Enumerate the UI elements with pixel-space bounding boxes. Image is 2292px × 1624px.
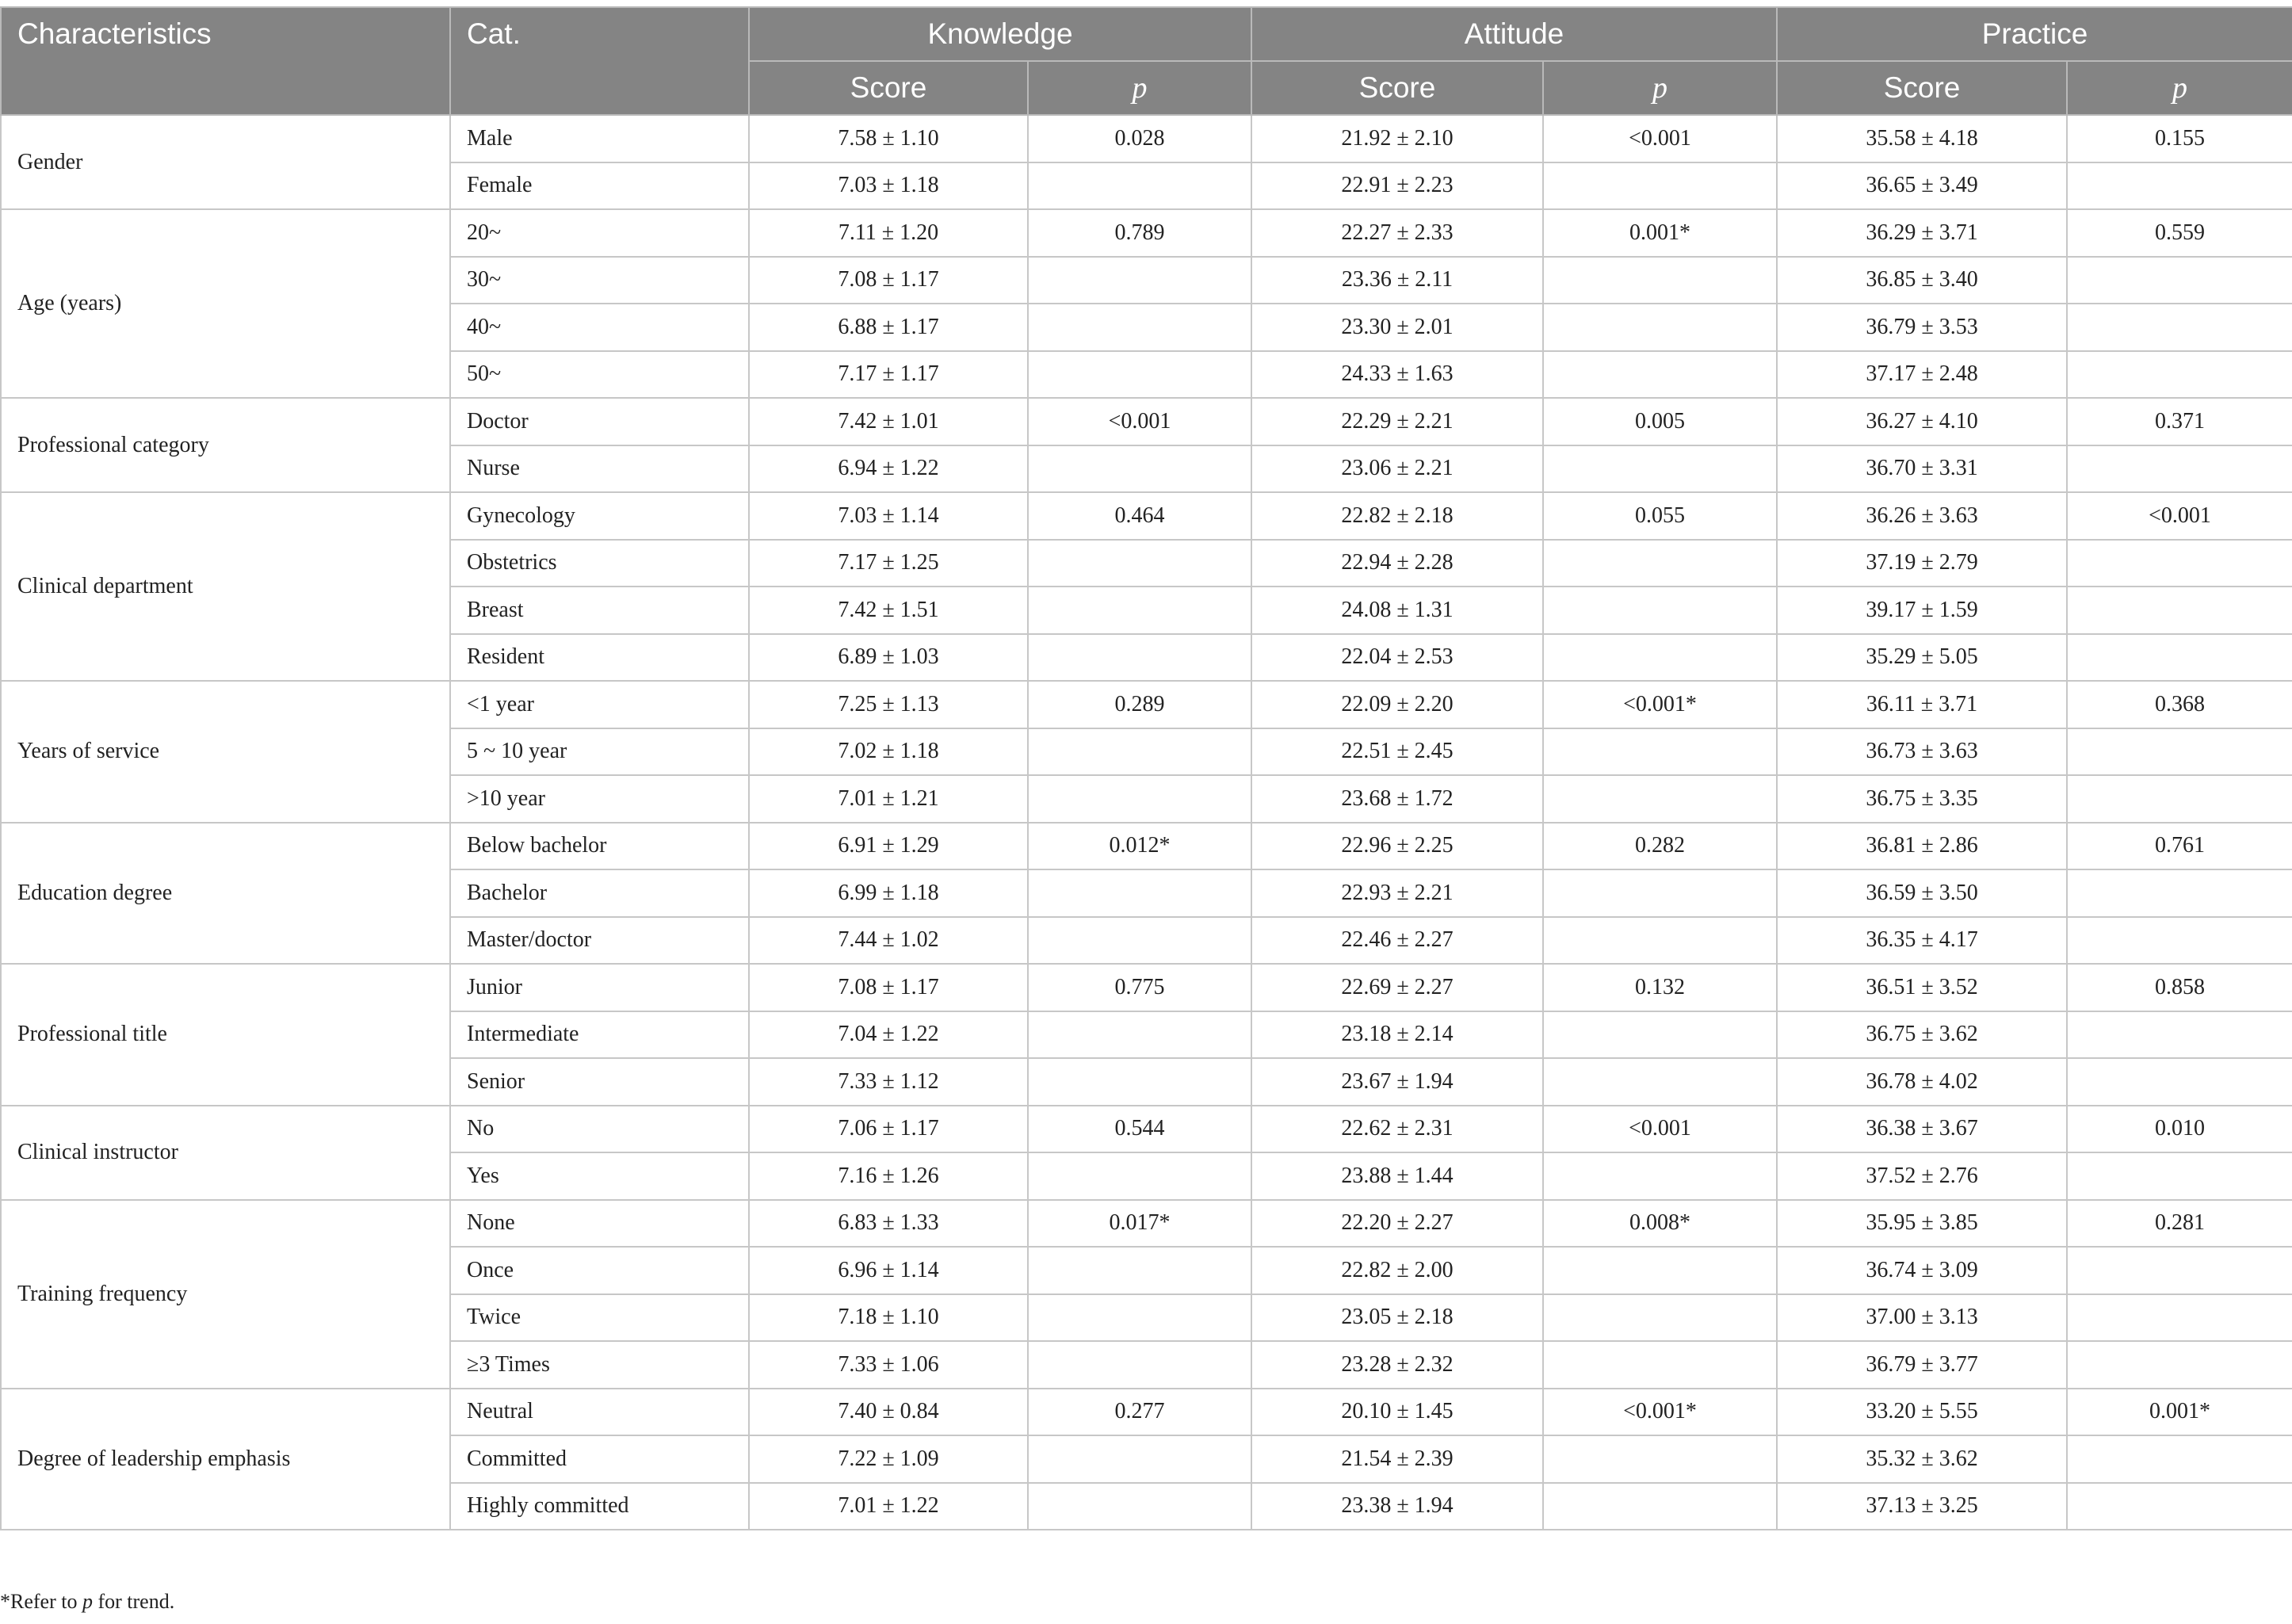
practice-p-cell [2067, 1058, 2292, 1106]
category-cell: Junior [450, 964, 749, 1011]
practice-p-cell [2067, 1341, 2292, 1389]
practice-score-cell: 36.29 ± 3.71 [1777, 209, 2067, 257]
characteristic-cell: Clinical department [1, 492, 450, 681]
knowledge-p-cell: 0.028 [1028, 115, 1251, 162]
practice-score-cell: 36.75 ± 3.35 [1777, 775, 2067, 823]
practice-p-cell [2067, 869, 2292, 917]
category-cell: No [450, 1106, 749, 1153]
table-row [1, 115, 2292, 162]
knowledge-p-cell [1028, 1058, 1251, 1106]
practice-score-cell: 37.13 ± 3.25 [1777, 1483, 2067, 1530]
practice-p-cell: <0.001 [2067, 492, 2292, 540]
attitude-p-cell: 0.282 [1543, 823, 1777, 870]
knowledge-p-cell [1028, 540, 1251, 587]
practice-score-cell: 36.70 ± 3.31 [1777, 445, 2067, 493]
attitude-score-cell: 22.91 ± 2.23 [1251, 162, 1543, 210]
knowledge-score-cell: 7.42 ± 1.51 [749, 587, 1028, 634]
attitude-p-cell: <0.001 [1543, 115, 1777, 162]
table-row [1, 823, 2292, 870]
attitude-score-cell: 22.94 ± 2.28 [1251, 540, 1543, 587]
practice-score-cell: 37.17 ± 2.48 [1777, 351, 2067, 399]
attitude-p-cell [1543, 1058, 1777, 1106]
header-knowledge-score: Score [749, 61, 1028, 115]
attitude-p-cell [1543, 540, 1777, 587]
practice-score-cell: 36.75 ± 3.62 [1777, 1011, 2067, 1059]
practice-p-cell [2067, 1152, 2292, 1200]
attitude-p-cell: 0.008* [1543, 1200, 1777, 1248]
practice-p-cell [2067, 775, 2292, 823]
category-cell: Breast [450, 587, 749, 634]
practice-p-cell [2067, 540, 2292, 587]
practice-p-cell: 0.001* [2067, 1389, 2292, 1436]
practice-p-cell [2067, 1247, 2292, 1294]
knowledge-p-cell [1028, 304, 1251, 351]
knowledge-p-cell [1028, 728, 1251, 776]
attitude-score-cell: 23.18 ± 2.14 [1251, 1011, 1543, 1059]
practice-score-cell: 36.65 ± 3.49 [1777, 162, 2067, 210]
knowledge-p-cell: 0.789 [1028, 209, 1251, 257]
practice-score-cell: 39.17 ± 1.59 [1777, 587, 2067, 634]
knowledge-score-cell: 7.08 ± 1.17 [749, 964, 1028, 1011]
attitude-p-cell [1543, 1294, 1777, 1342]
header-row-groups [1, 7, 2292, 61]
footnote-p: p [82, 1590, 93, 1613]
attitude-p-cell [1543, 162, 1777, 210]
knowledge-score-cell: 6.99 ± 1.18 [749, 869, 1028, 917]
attitude-p-cell [1543, 445, 1777, 493]
attitude-score-cell: 23.67 ± 1.94 [1251, 1058, 1543, 1106]
characteristic-cell: Degree of leadership emphasis [1, 1389, 450, 1530]
header-attitude-score: Score [1251, 61, 1543, 115]
category-cell: Bachelor [450, 869, 749, 917]
attitude-p-cell [1543, 1341, 1777, 1389]
knowledge-p-cell [1028, 257, 1251, 304]
knowledge-score-cell: 7.40 ± 0.84 [749, 1389, 1028, 1436]
characteristic-cell: Education degree [1, 823, 450, 965]
category-cell: Male [450, 115, 749, 162]
practice-p-cell: 0.761 [2067, 823, 2292, 870]
category-cell: Once [450, 1247, 749, 1294]
attitude-score-cell: 23.36 ± 2.11 [1251, 257, 1543, 304]
knowledge-score-cell: 7.02 ± 1.18 [749, 728, 1028, 776]
table-row [1, 209, 2292, 257]
knowledge-score-cell: 7.04 ± 1.22 [749, 1011, 1028, 1059]
knowledge-p-cell [1028, 869, 1251, 917]
knowledge-score-cell: 7.25 ± 1.13 [749, 681, 1028, 728]
practice-p-cell [2067, 1435, 2292, 1483]
attitude-score-cell: 22.51 ± 2.45 [1251, 728, 1543, 776]
attitude-p-cell [1543, 1435, 1777, 1483]
characteristic-cell: Training frequency [1, 1200, 450, 1389]
knowledge-score-cell: 7.33 ± 1.06 [749, 1341, 1028, 1389]
category-cell: >10 year [450, 775, 749, 823]
practice-score-cell: 33.20 ± 5.55 [1777, 1389, 2067, 1436]
knowledge-score-cell: 7.17 ± 1.17 [749, 351, 1028, 399]
category-cell: Intermediate [450, 1011, 749, 1059]
knowledge-p-cell [1028, 1483, 1251, 1530]
knowledge-p-cell [1028, 351, 1251, 399]
knowledge-p-cell: 0.775 [1028, 964, 1251, 1011]
practice-score-cell: 36.27 ± 4.10 [1777, 398, 2067, 445]
table-row [1, 398, 2292, 445]
practice-score-cell: 37.52 ± 2.76 [1777, 1152, 2067, 1200]
practice-p-cell: 0.281 [2067, 1200, 2292, 1248]
knowledge-p-cell [1028, 634, 1251, 682]
practice-p-cell: 0.368 [2067, 681, 2292, 728]
knowledge-p-cell: 0.277 [1028, 1389, 1251, 1436]
practice-score-cell: 36.79 ± 3.53 [1777, 304, 2067, 351]
knowledge-score-cell: 6.89 ± 1.03 [749, 634, 1028, 682]
header-characteristics: Characteristics [1, 7, 450, 115]
knowledge-score-cell: 7.16 ± 1.26 [749, 1152, 1028, 1200]
attitude-score-cell: 23.30 ± 2.01 [1251, 304, 1543, 351]
knowledge-p-cell [1028, 162, 1251, 210]
header-practice-score: Score [1777, 61, 2067, 115]
practice-p-cell [2067, 634, 2292, 682]
knowledge-score-cell: 7.11 ± 1.20 [749, 209, 1028, 257]
header-practice: Practice [1777, 7, 2292, 61]
category-cell: None [450, 1200, 749, 1248]
attitude-score-cell: 24.08 ± 1.31 [1251, 587, 1543, 634]
characteristic-cell: Professional title [1, 964, 450, 1106]
knowledge-score-cell: 6.88 ± 1.17 [749, 304, 1028, 351]
attitude-score-cell: 21.92 ± 2.10 [1251, 115, 1543, 162]
practice-score-cell: 36.81 ± 2.86 [1777, 823, 2067, 870]
attitude-score-cell: 21.54 ± 2.39 [1251, 1435, 1543, 1483]
knowledge-score-cell: 7.01 ± 1.22 [749, 1483, 1028, 1530]
attitude-score-cell: 22.27 ± 2.33 [1251, 209, 1543, 257]
practice-score-cell: 36.11 ± 3.71 [1777, 681, 2067, 728]
category-cell: Resident [450, 634, 749, 682]
knowledge-score-cell: 6.96 ± 1.14 [749, 1247, 1028, 1294]
attitude-score-cell: 23.88 ± 1.44 [1251, 1152, 1543, 1200]
practice-score-cell: 36.73 ± 3.63 [1777, 728, 2067, 776]
table-row [1, 1389, 2292, 1436]
attitude-score-cell: 22.96 ± 2.25 [1251, 823, 1543, 870]
category-cell: Doctor [450, 398, 749, 445]
table-row [1, 492, 2292, 540]
attitude-p-cell [1543, 917, 1777, 965]
attitude-p-cell [1543, 869, 1777, 917]
category-cell: 50~ [450, 351, 749, 399]
knowledge-p-cell [1028, 1294, 1251, 1342]
header-practice-p: p [2067, 61, 2292, 115]
attitude-score-cell: 23.05 ± 2.18 [1251, 1294, 1543, 1342]
category-cell: Nurse [450, 445, 749, 493]
footnote-prefix: *Refer to [0, 1590, 82, 1613]
knowledge-score-cell: 7.18 ± 1.10 [749, 1294, 1028, 1342]
attitude-p-cell [1543, 1483, 1777, 1530]
attitude-score-cell: 24.33 ± 1.63 [1251, 351, 1543, 399]
knowledge-p-cell [1028, 1341, 1251, 1389]
practice-score-cell: 35.58 ± 4.18 [1777, 115, 2067, 162]
footnote-suffix: for trend. [92, 1590, 175, 1613]
knowledge-score-cell: 7.03 ± 1.14 [749, 492, 1028, 540]
header-attitude: Attitude [1251, 7, 1777, 61]
category-cell: Obstetrics [450, 540, 749, 587]
characteristic-cell: Age (years) [1, 209, 450, 398]
knowledge-score-cell: 6.94 ± 1.22 [749, 445, 1028, 493]
knowledge-p-cell [1028, 1435, 1251, 1483]
knowledge-score-cell: 7.03 ± 1.18 [749, 162, 1028, 210]
knowledge-p-cell [1028, 917, 1251, 965]
attitude-p-cell [1543, 1011, 1777, 1059]
practice-score-cell: 36.35 ± 4.17 [1777, 917, 2067, 965]
attitude-score-cell: 22.20 ± 2.27 [1251, 1200, 1543, 1248]
table-row [1, 964, 2292, 1011]
practice-p-cell [2067, 728, 2292, 776]
category-cell: Neutral [450, 1389, 749, 1436]
knowledge-score-cell: 7.58 ± 1.10 [749, 115, 1028, 162]
attitude-p-cell: <0.001* [1543, 1389, 1777, 1436]
practice-p-cell [2067, 1483, 2292, 1530]
attitude-p-cell: 0.055 [1543, 492, 1777, 540]
attitude-score-cell: 20.10 ± 1.45 [1251, 1389, 1543, 1436]
attitude-p-cell [1543, 257, 1777, 304]
practice-p-cell [2067, 351, 2292, 399]
table-row [1, 1106, 2292, 1153]
attitude-score-cell: 22.04 ± 2.53 [1251, 634, 1543, 682]
category-cell: Twice [450, 1294, 749, 1342]
practice-p-cell: 0.858 [2067, 964, 2292, 1011]
practice-p-cell [2067, 304, 2292, 351]
category-cell: 40~ [450, 304, 749, 351]
practice-score-cell: 36.74 ± 3.09 [1777, 1247, 2067, 1294]
category-cell: 30~ [450, 257, 749, 304]
knowledge-p-cell: <0.001 [1028, 398, 1251, 445]
table-row [1, 1200, 2292, 1248]
attitude-score-cell: 22.62 ± 2.31 [1251, 1106, 1543, 1153]
knowledge-score-cell: 7.42 ± 1.01 [749, 398, 1028, 445]
knowledge-score-cell: 6.91 ± 1.29 [749, 823, 1028, 870]
attitude-p-cell: 0.132 [1543, 964, 1777, 1011]
practice-score-cell: 35.32 ± 3.62 [1777, 1435, 2067, 1483]
category-cell: Committed [450, 1435, 749, 1483]
characteristic-cell: Clinical instructor [1, 1106, 450, 1200]
attitude-p-cell [1543, 351, 1777, 399]
practice-score-cell: 36.51 ± 3.52 [1777, 964, 2067, 1011]
attitude-p-cell [1543, 1247, 1777, 1294]
attitude-score-cell: 23.06 ± 2.21 [1251, 445, 1543, 493]
category-cell: ≥3 Times [450, 1341, 749, 1389]
practice-p-cell [2067, 257, 2292, 304]
knowledge-p-cell: 0.017* [1028, 1200, 1251, 1248]
characteristic-cell: Professional category [1, 398, 450, 492]
attitude-p-cell [1543, 775, 1777, 823]
attitude-p-cell [1543, 587, 1777, 634]
attitude-score-cell: 22.82 ± 2.00 [1251, 1247, 1543, 1294]
practice-p-cell: 0.010 [2067, 1106, 2292, 1153]
results-table [0, 6, 2292, 1530]
knowledge-score-cell: 7.44 ± 1.02 [749, 917, 1028, 965]
header-knowledge-p: p [1028, 61, 1251, 115]
knowledge-p-cell: 0.544 [1028, 1106, 1251, 1153]
knowledge-score-cell: 7.17 ± 1.25 [749, 540, 1028, 587]
knowledge-p-cell: 0.289 [1028, 681, 1251, 728]
knowledge-score-cell: 7.01 ± 1.21 [749, 775, 1028, 823]
table-body [1, 115, 2292, 1530]
knowledge-score-cell: 7.06 ± 1.17 [749, 1106, 1028, 1153]
knowledge-p-cell [1028, 587, 1251, 634]
category-cell: Gynecology [450, 492, 749, 540]
practice-p-cell [2067, 162, 2292, 210]
knowledge-score-cell: 7.22 ± 1.09 [749, 1435, 1028, 1483]
attitude-score-cell: 22.46 ± 2.27 [1251, 917, 1543, 965]
practice-p-cell: 0.155 [2067, 115, 2292, 162]
attitude-p-cell: 0.005 [1543, 398, 1777, 445]
results-table-container [0, 6, 2292, 1530]
practice-score-cell: 36.78 ± 4.02 [1777, 1058, 2067, 1106]
category-cell: Yes [450, 1152, 749, 1200]
attitude-p-cell [1543, 1152, 1777, 1200]
practice-score-cell: 35.95 ± 3.85 [1777, 1200, 2067, 1248]
knowledge-p-cell [1028, 1152, 1251, 1200]
characteristic-cell: Gender [1, 115, 450, 209]
attitude-p-cell [1543, 634, 1777, 682]
attitude-score-cell: 22.82 ± 2.18 [1251, 492, 1543, 540]
table-row [1, 681, 2292, 728]
category-cell: Senior [450, 1058, 749, 1106]
attitude-score-cell: 23.28 ± 2.32 [1251, 1341, 1543, 1389]
knowledge-score-cell: 7.33 ± 1.12 [749, 1058, 1028, 1106]
header-knowledge: Knowledge [749, 7, 1251, 61]
knowledge-p-cell [1028, 775, 1251, 823]
knowledge-score-cell: 7.08 ± 1.17 [749, 257, 1028, 304]
attitude-p-cell: <0.001* [1543, 681, 1777, 728]
practice-score-cell: 35.29 ± 5.05 [1777, 634, 2067, 682]
category-cell: Highly committed [450, 1483, 749, 1530]
practice-score-cell: 36.38 ± 3.67 [1777, 1106, 2067, 1153]
attitude-p-cell: 0.001* [1543, 209, 1777, 257]
knowledge-p-cell: 0.012* [1028, 823, 1251, 870]
category-cell: 20~ [450, 209, 749, 257]
header-attitude-p: p [1543, 61, 1777, 115]
characteristic-cell: Years of service [1, 681, 450, 823]
table-header [1, 7, 2292, 115]
attitude-p-cell [1543, 728, 1777, 776]
table-footnote [0, 1590, 174, 1614]
practice-p-cell [2067, 1011, 2292, 1059]
practice-score-cell: 36.59 ± 3.50 [1777, 869, 2067, 917]
category-cell: 5 ~ 10 year [450, 728, 749, 776]
knowledge-p-cell [1028, 1247, 1251, 1294]
practice-p-cell: 0.371 [2067, 398, 2292, 445]
practice-p-cell [2067, 445, 2292, 493]
practice-score-cell: 36.79 ± 3.77 [1777, 1341, 2067, 1389]
knowledge-p-cell: 0.464 [1028, 492, 1251, 540]
attitude-score-cell: 22.29 ± 2.21 [1251, 398, 1543, 445]
practice-score-cell: 36.85 ± 3.40 [1777, 257, 2067, 304]
header-cat: Cat. [450, 7, 749, 115]
practice-p-cell [2067, 917, 2292, 965]
attitude-score-cell: 22.69 ± 2.27 [1251, 964, 1543, 1011]
attitude-score-cell: 23.38 ± 1.94 [1251, 1483, 1543, 1530]
category-cell: Below bachelor [450, 823, 749, 870]
knowledge-p-cell [1028, 1011, 1251, 1059]
category-cell: Female [450, 162, 749, 210]
practice-p-cell [2067, 587, 2292, 634]
attitude-p-cell [1543, 304, 1777, 351]
practice-score-cell: 37.00 ± 3.13 [1777, 1294, 2067, 1342]
attitude-p-cell: <0.001 [1543, 1106, 1777, 1153]
attitude-score-cell: 22.93 ± 2.21 [1251, 869, 1543, 917]
knowledge-score-cell: 6.83 ± 1.33 [749, 1200, 1028, 1248]
practice-p-cell [2067, 1294, 2292, 1342]
category-cell: <1 year [450, 681, 749, 728]
practice-score-cell: 36.26 ± 3.63 [1777, 492, 2067, 540]
practice-p-cell: 0.559 [2067, 209, 2292, 257]
practice-score-cell: 37.19 ± 2.79 [1777, 540, 2067, 587]
attitude-score-cell: 23.68 ± 1.72 [1251, 775, 1543, 823]
attitude-score-cell: 22.09 ± 2.20 [1251, 681, 1543, 728]
category-cell: Master/doctor [450, 917, 749, 965]
knowledge-p-cell [1028, 445, 1251, 493]
